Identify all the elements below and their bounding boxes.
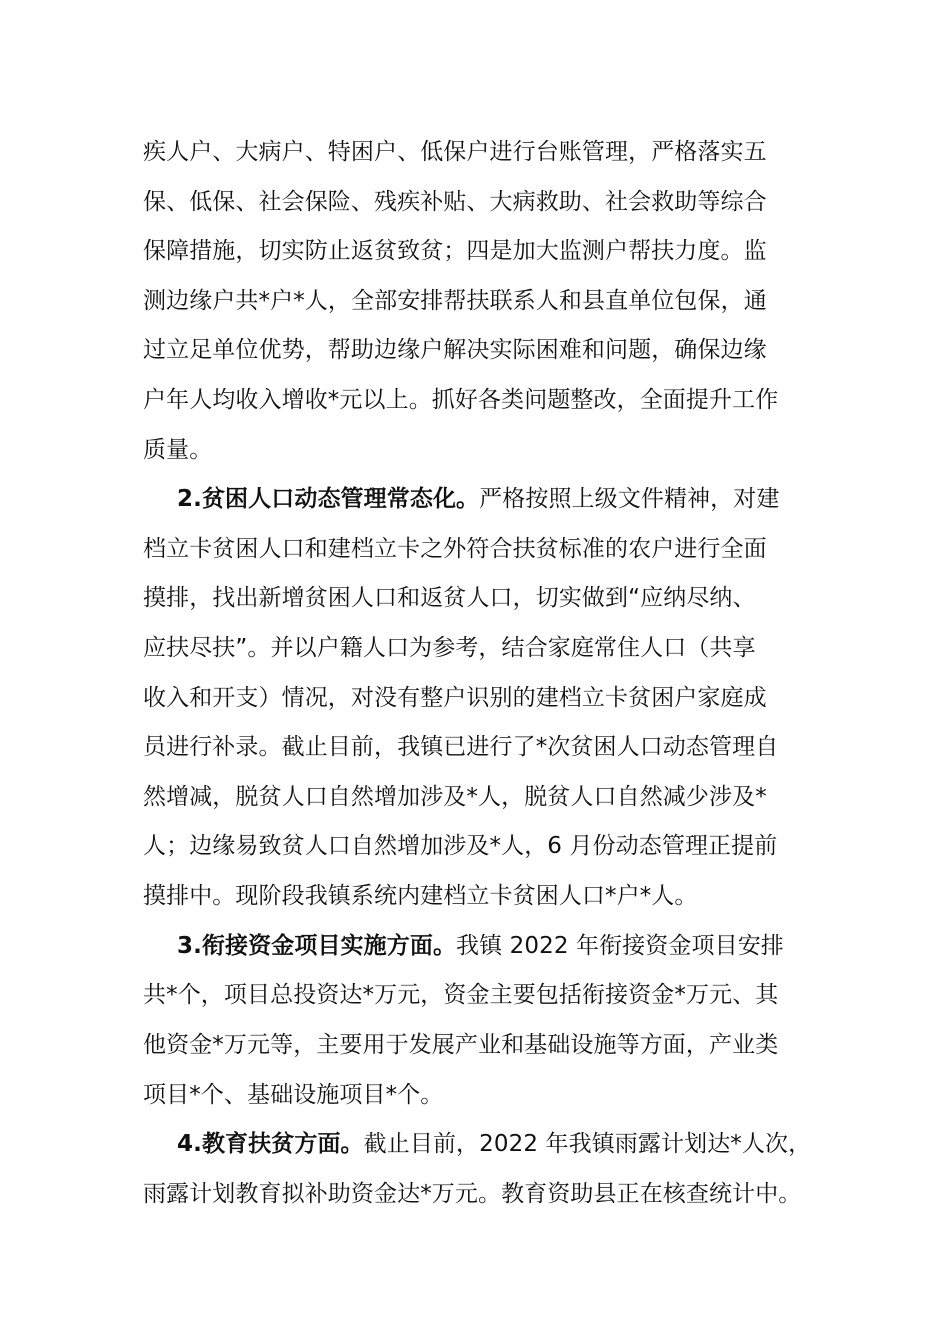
paragraph-1-line-5: 过立足单位优势，帮助边缘户解决实际困难和问题，确保边缘 xyxy=(143,337,767,363)
paragraph-3-line-2: 共*个，项目总投资达*万元，资金主要包括衔接资金*万元、其 xyxy=(143,982,779,1008)
paragraph-3-first-line-text: 我镇 2022 年衔接资金项目安排 xyxy=(456,933,784,959)
paragraph-3-first-line xyxy=(177,931,784,961)
paragraph-1-line-2: 保、低保、社会保险、残疾补贴、大病救助、社会救助等综合 xyxy=(143,189,767,215)
paragraph-2-line-8: 人；边缘易致贫人口自然增加涉及*人，6 月份动态管理正提前 xyxy=(143,833,778,859)
paragraph-2-line-4: 应扶尽扶”。并以户籍人口为参考，结合家庭常住人口（共享 xyxy=(143,635,756,661)
paragraph-2-line-3: 摸排，找出新增贫困人口和返贫人口，切实做到“应纳尽纳、 xyxy=(143,585,756,611)
paragraph-1-line-7: 质量。 xyxy=(143,437,213,463)
paragraph-2-first-line-text: 严格按照上级文件精神，对建 xyxy=(479,486,780,512)
paragraph-2-line-6: 员进行补录。截止目前，我镇已进行了*次贫困人口动态管理自 xyxy=(143,734,779,760)
paragraph-2-first-line xyxy=(177,484,779,514)
paragraph-4-heading: 4.教育扶贫方面。 xyxy=(177,1131,364,1157)
paragraph-1-line-3: 保障措施，切实防止返贫致贫；四是加大监测户帮扶力度。监 xyxy=(143,238,767,264)
paragraph-3-line-4: 项目*个、基础设施项目*个。 xyxy=(143,1082,444,1108)
paragraph-4-first-line-text: 截止目前，2022 年我镇雨露计划达*人次， xyxy=(363,1131,812,1157)
paragraph-2-line-2: 档立卡贫困人口和建档立卡之外符合扶贫标准的农户进行全面 xyxy=(143,536,767,562)
paragraph-3-heading: 3.衔接资金项目实施方面。 xyxy=(177,933,457,959)
paragraph-4-first-line xyxy=(177,1129,811,1159)
paragraph-2-line-9: 摸排中。现阶段我镇系统内建档立卡贫困人口*户*人。 xyxy=(143,883,698,909)
paragraph-2-line-7: 然增减，脱贫人口自然增加涉及*人，脱贫人口自然减少涉及* xyxy=(143,784,767,810)
paragraph-2-heading: 2.贫困人口动态管理常态化。 xyxy=(177,486,480,512)
paragraph-1-line-6: 户年人均收入增收*元以上。抓好各类问题整改，全面提升工作 xyxy=(143,387,779,413)
paragraph-1-line-1: 疾人户、大病户、特困户、低保户进行台账管理，严格落实五 xyxy=(143,139,767,165)
paragraph-2-line-5: 收入和开支）情况，对没有整户识别的建档立卡贫困户家庭成 xyxy=(143,685,767,711)
paragraph-4-line-2: 雨露计划教育拟补助资金达*万元。教育资助县正在核查统计中。 xyxy=(143,1181,802,1207)
paragraph-3-line-3: 他资金*万元等，主要用于发展产业和基础设施等方面，产业类 xyxy=(143,1032,779,1058)
paragraph-1-line-4: 测边缘户共*户*人，全部安排帮扶联系人和县直单位包保，通 xyxy=(143,288,767,314)
